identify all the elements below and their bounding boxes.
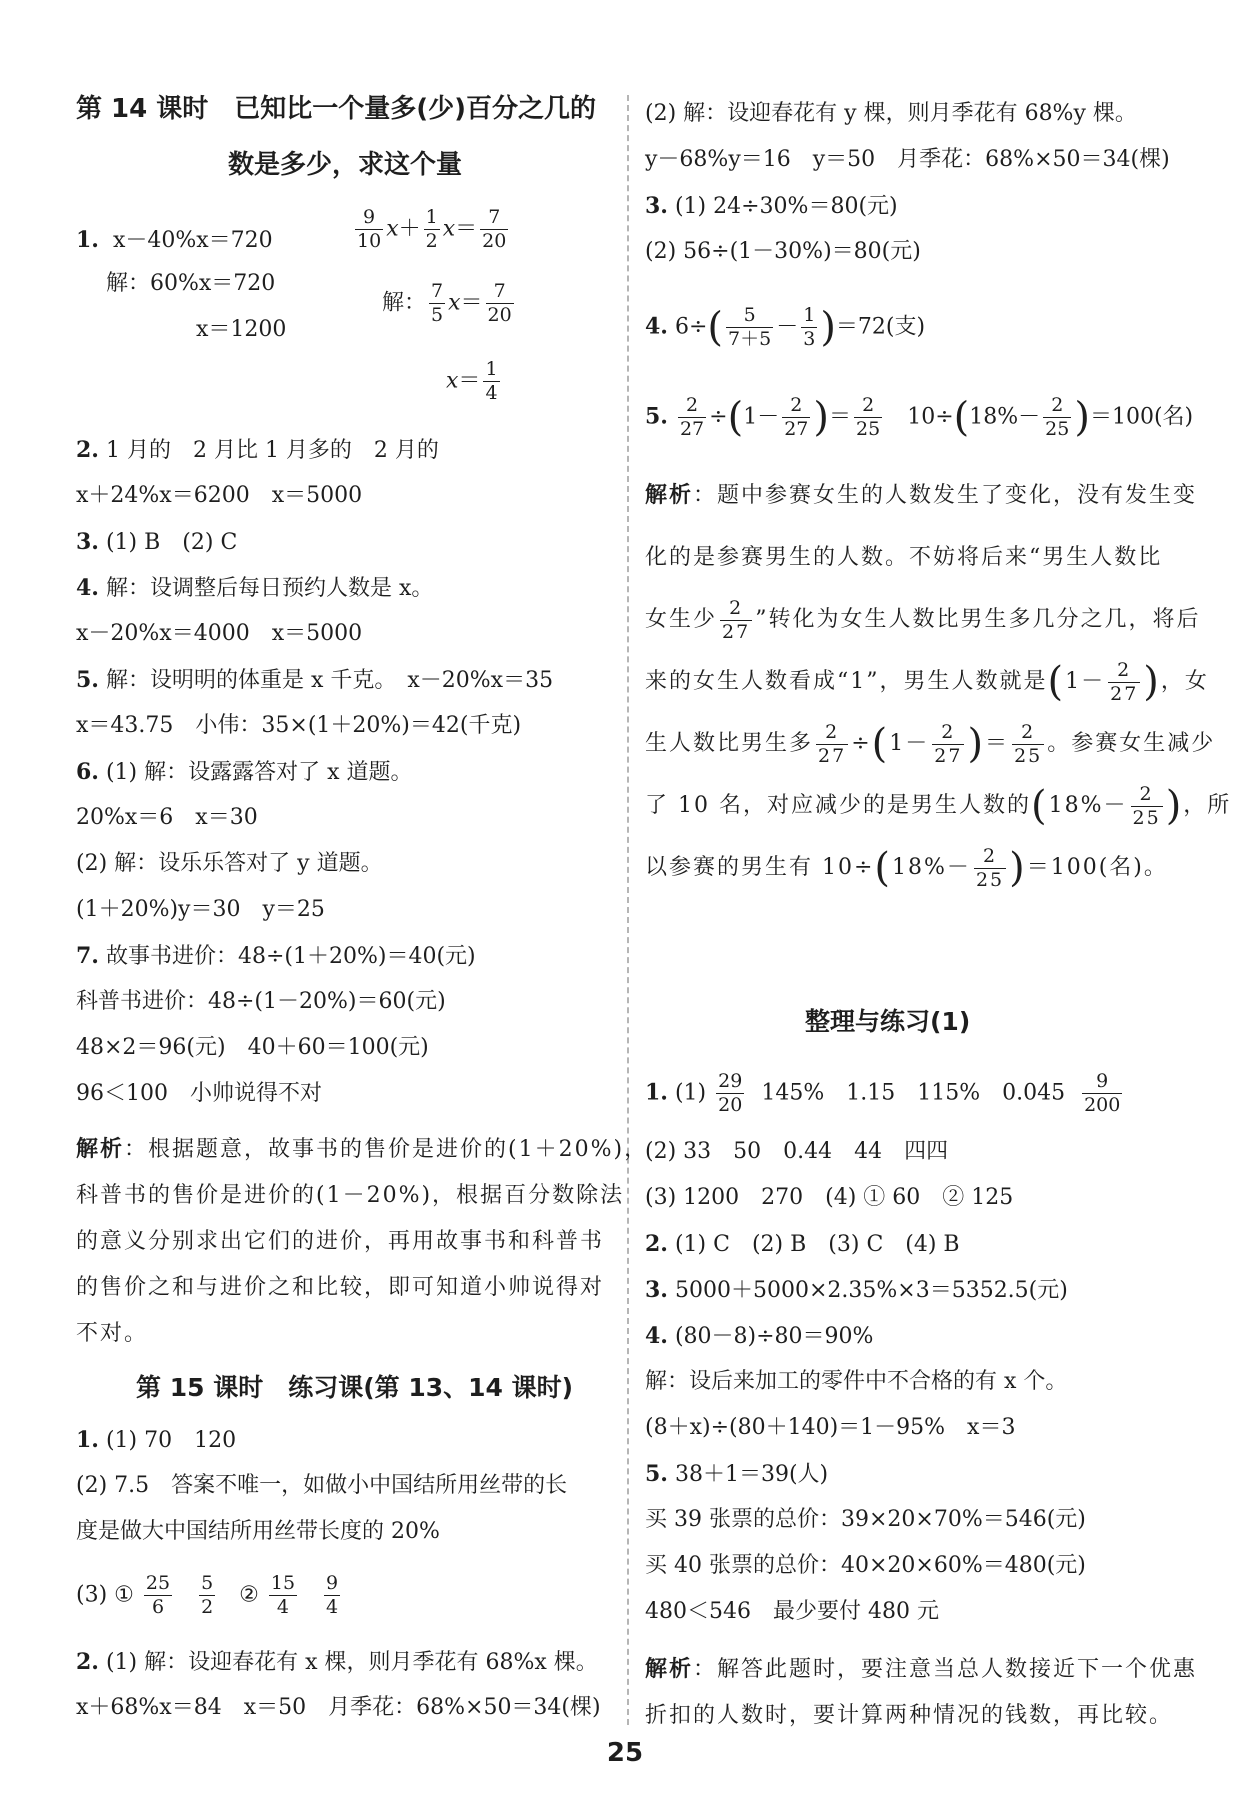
z-q5-line4: 480＜546 最少要付 480 元	[645, 1599, 939, 1624]
fraction: $\frac{9}{200}$	[1084, 1070, 1121, 1116]
z-q2: 2. (1) C (2) B (3) C (4) B	[645, 1231, 960, 1257]
fraction: $\frac{1}{4}$	[485, 358, 498, 404]
fraction: $\frac{7}{20}$	[487, 280, 512, 326]
q2-line2: x＋24%x＝6200 x＝5000	[76, 483, 363, 508]
z-q1-line3: (3) 1200 270 (4) ① 60 ② 125	[645, 1185, 1014, 1210]
z-q4-line1: 4. (80－8)÷80＝90%	[645, 1323, 874, 1349]
q7-line1: 7. 故事书进价：48÷(1＋20%)＝40(元)	[76, 943, 476, 969]
q1-sol1: 解：60%x＝720	[106, 271, 276, 296]
q1-res2: x＝ $\frac{1}{4}$	[446, 358, 498, 404]
fraction: $\frac{2}{27}$	[722, 596, 751, 643]
z-q3: 3. 5000＋5000×2.35%×3＝5352.5(元)	[645, 1277, 1068, 1303]
s2-q1-part3: (3) ① $\frac{25}{6}$ $\frac{5}{2}$ ② $\frac{15}{4}$ $\frac{9}{4}$	[76, 1572, 339, 1618]
s2-q1-line3: 度是做大中国结所用丝带长度的 20%	[76, 1519, 440, 1544]
fraction: $\frac{2}{25}$	[1045, 394, 1070, 440]
z-q1-line2: (2) 33 50 0.44 44 四四	[645, 1139, 949, 1164]
fraction: $\frac{5}{2}$	[201, 1572, 214, 1618]
fraction: $\frac{2}{27}$	[1110, 658, 1139, 705]
q7-line3: 48×2＝96(元) 40＋60＝100(元)	[76, 1035, 429, 1060]
s2-q1-line2: (2) 7.5 答案不唯一，如做小中国结所用丝带的长	[76, 1473, 568, 1498]
fraction: $\frac{29}{20}$	[718, 1070, 743, 1116]
fraction: $\frac{2}{27}$	[934, 720, 963, 767]
z-q4-line3: (8＋x)÷(80＋140)＝1－95% x＝3	[645, 1415, 1016, 1440]
lesson-14-title-line2: 数是多少，求这个量	[228, 150, 463, 180]
fraction: $\frac{15}{4}$	[270, 1572, 296, 1618]
r-q3-line2: (2) 56÷(1－30%)＝80(元)	[645, 239, 921, 264]
r-q2-line2: y－68%y＝16 y＝50 月季花：68%×50＝34(棵)	[645, 147, 1170, 172]
z-q1-line1: 1. (1) $\frac{29}{20}$ 145% 1.15 115% 0.045 $\frac{9}{200}$	[645, 1070, 1121, 1116]
q6-line1: 6. (1) 解：设露露答对了 x 道题。	[76, 759, 413, 785]
q6-line4: (1＋20%)y＝30 y＝25	[76, 897, 325, 922]
fraction: $\frac{7}{5}$	[431, 280, 444, 326]
q1-eq1: x－40%x＝720	[112, 228, 273, 253]
q7-analysis: 解析：根据题意，故事书的售价是进价的(1＋20%)， 科普书的售价是进价的(1－20%)，根据百分数除法 的意义分别求出它们的进价，再用故事书和科普书 的售价之和与进价之和比较，即可知道小帅说得对 不对。	[76, 1136, 649, 1346]
q2-line1: 2. 1 月的 2 月比 1 月多的 2 月的	[76, 437, 439, 463]
q3: 3. (1) B (2) C	[76, 529, 238, 555]
q5-line1: 5. 解：设明明的体重是 x 千克。 x－20%x＝35	[76, 667, 554, 693]
page-number: 25	[606, 1738, 644, 1768]
fraction: $\frac{1}{3}$	[803, 304, 816, 350]
q1-res1: x＝1200	[196, 317, 287, 342]
r-analysis: 解析：题中参赛女生的人数发生了变化，没有发生变 化的是参赛男生的人数。不妨将后来“男生人数比 女生少 $\frac{2}{27}$ ”转化为女生人数比男生多几分之几，将后 来的女生人数看成“1”，男生人数就是(1－ $\frac{2}{27}$ )，女 生人数比男生多 $\frac{2}{27}$ ÷(1－ $\frac{2}{27}$ )＝ $\frac{2}{25}$ 。参赛女生减少 了 10 名，对应减少的是男生人数的(18%－ $\frac{2}{25}$ )，所 以参赛的男生有 10÷(18%－ $\frac{2}{25}$ )＝100(名)。	[645, 482, 1232, 891]
fraction: $\frac{2}{27}$	[818, 720, 847, 767]
fraction: $\frac{9}{4}$	[326, 1572, 339, 1618]
q6-line2: 20%x＝6 x＝30	[76, 805, 258, 830]
q4-line1: 4. 解：设调整后每日预约人数是 x。	[76, 575, 434, 601]
r-q2-line1: (2) 解：设迎春花有 y 棵，则月季花有 68%y 棵。	[645, 101, 1137, 126]
fraction: $\frac{9}{10}$	[357, 206, 382, 252]
z-q5-line1: 5. 38＋1＝39(人)	[645, 1461, 829, 1487]
fraction: $\frac{25}{6}$	[145, 1572, 171, 1618]
lesson-15-title: 第 15 课时 练习课(第 13、14 课时)	[136, 1373, 574, 1402]
s2-q2-line1: 2. (1) 解：设迎春花有 x 棵，则月季花有 68%x 棵。	[76, 1649, 598, 1675]
z-q5-line3: 买 40 张票的总价：40×20×60%＝480(元)	[645, 1553, 1086, 1578]
analysis-label: 解析	[645, 1656, 694, 1682]
fraction: $\frac{1}{2}$	[425, 206, 438, 252]
z-analysis: 解析：解答此题时，要注意当总人数接近下一个优惠 折扣的人数时，要计算两种情况的钱数，再比较。	[645, 1656, 1198, 1728]
s2-q2-line2: x＋68%x＝84 x＝50 月季花：68%×50＝34(棵)	[76, 1695, 601, 1720]
q1-number: 1.	[76, 227, 99, 253]
r-q5: 5. $\frac{2}{27}$ ÷(1－ $\frac{2}{27}$ )＝ $\frac{2}{25}$ 10÷(18%－ $\frac{2}{25}$ )＝100(名)	[645, 394, 1194, 441]
r-q4: 4. 6÷( $\frac{5}{7+5}$ － $\frac{1}{3}$ )＝72(支)	[645, 304, 926, 351]
q7-line2: 科普书进价：48÷(1－20%)＝60(元)	[76, 989, 446, 1014]
fraction: $\frac{2}{25}$	[1014, 720, 1043, 767]
fraction: $\frac{2}{25}$	[975, 844, 1005, 891]
q4-line2: x－20%x＝4000 x＝5000	[76, 621, 363, 646]
fraction: $\frac{7}{20}$	[482, 206, 507, 252]
r-q3-line1: 3. (1) 24÷30%＝80(元)	[645, 193, 898, 219]
z-q4-line2: 解：设后来加工的零件中不合格的有 x 个。	[645, 1369, 1068, 1394]
fraction: $\frac{2}{25}$	[1132, 782, 1161, 829]
q1	[76, 226, 273, 255]
fraction: $\frac{2}{27}$	[679, 394, 705, 440]
q7-line4: 96＜100 小帅说得不对	[76, 1081, 322, 1106]
fraction: $\frac{2}{27}$	[784, 394, 809, 440]
review-section-title: 整理与练习(1)	[805, 1007, 971, 1036]
fraction: $\frac{2}{25}$	[856, 394, 881, 440]
q6-line3: (2) 解：设乐乐答对了 y 道题。	[76, 851, 383, 876]
s2-q1-line1: 1. (1) 70 120	[76, 1427, 237, 1453]
fraction: $\frac{5}{7+5}$	[728, 304, 772, 350]
q5-line2: x＝43.75 小伟：35×(1＋20%)＝42(千克)	[76, 713, 522, 738]
analysis-label: 解析	[645, 482, 694, 508]
lesson-14-title-line1: 第 14 课时 已知比一个量多(少)百分之几的	[76, 94, 597, 124]
column-divider	[627, 95, 629, 1725]
q1-sol2: 解： $\frac{7}{5}$ x＝ $\frac{7}{20}$	[382, 280, 512, 326]
q1-eq2: $\frac{9}{10}$ x＋ $\frac{1}{2}$ x＝ $\frac{7}{20}$	[357, 206, 507, 252]
analysis-label: 解析	[76, 1136, 125, 1162]
z-q5-line2: 买 39 张票的总价：39×20×70%＝546(元)	[645, 1507, 1086, 1532]
